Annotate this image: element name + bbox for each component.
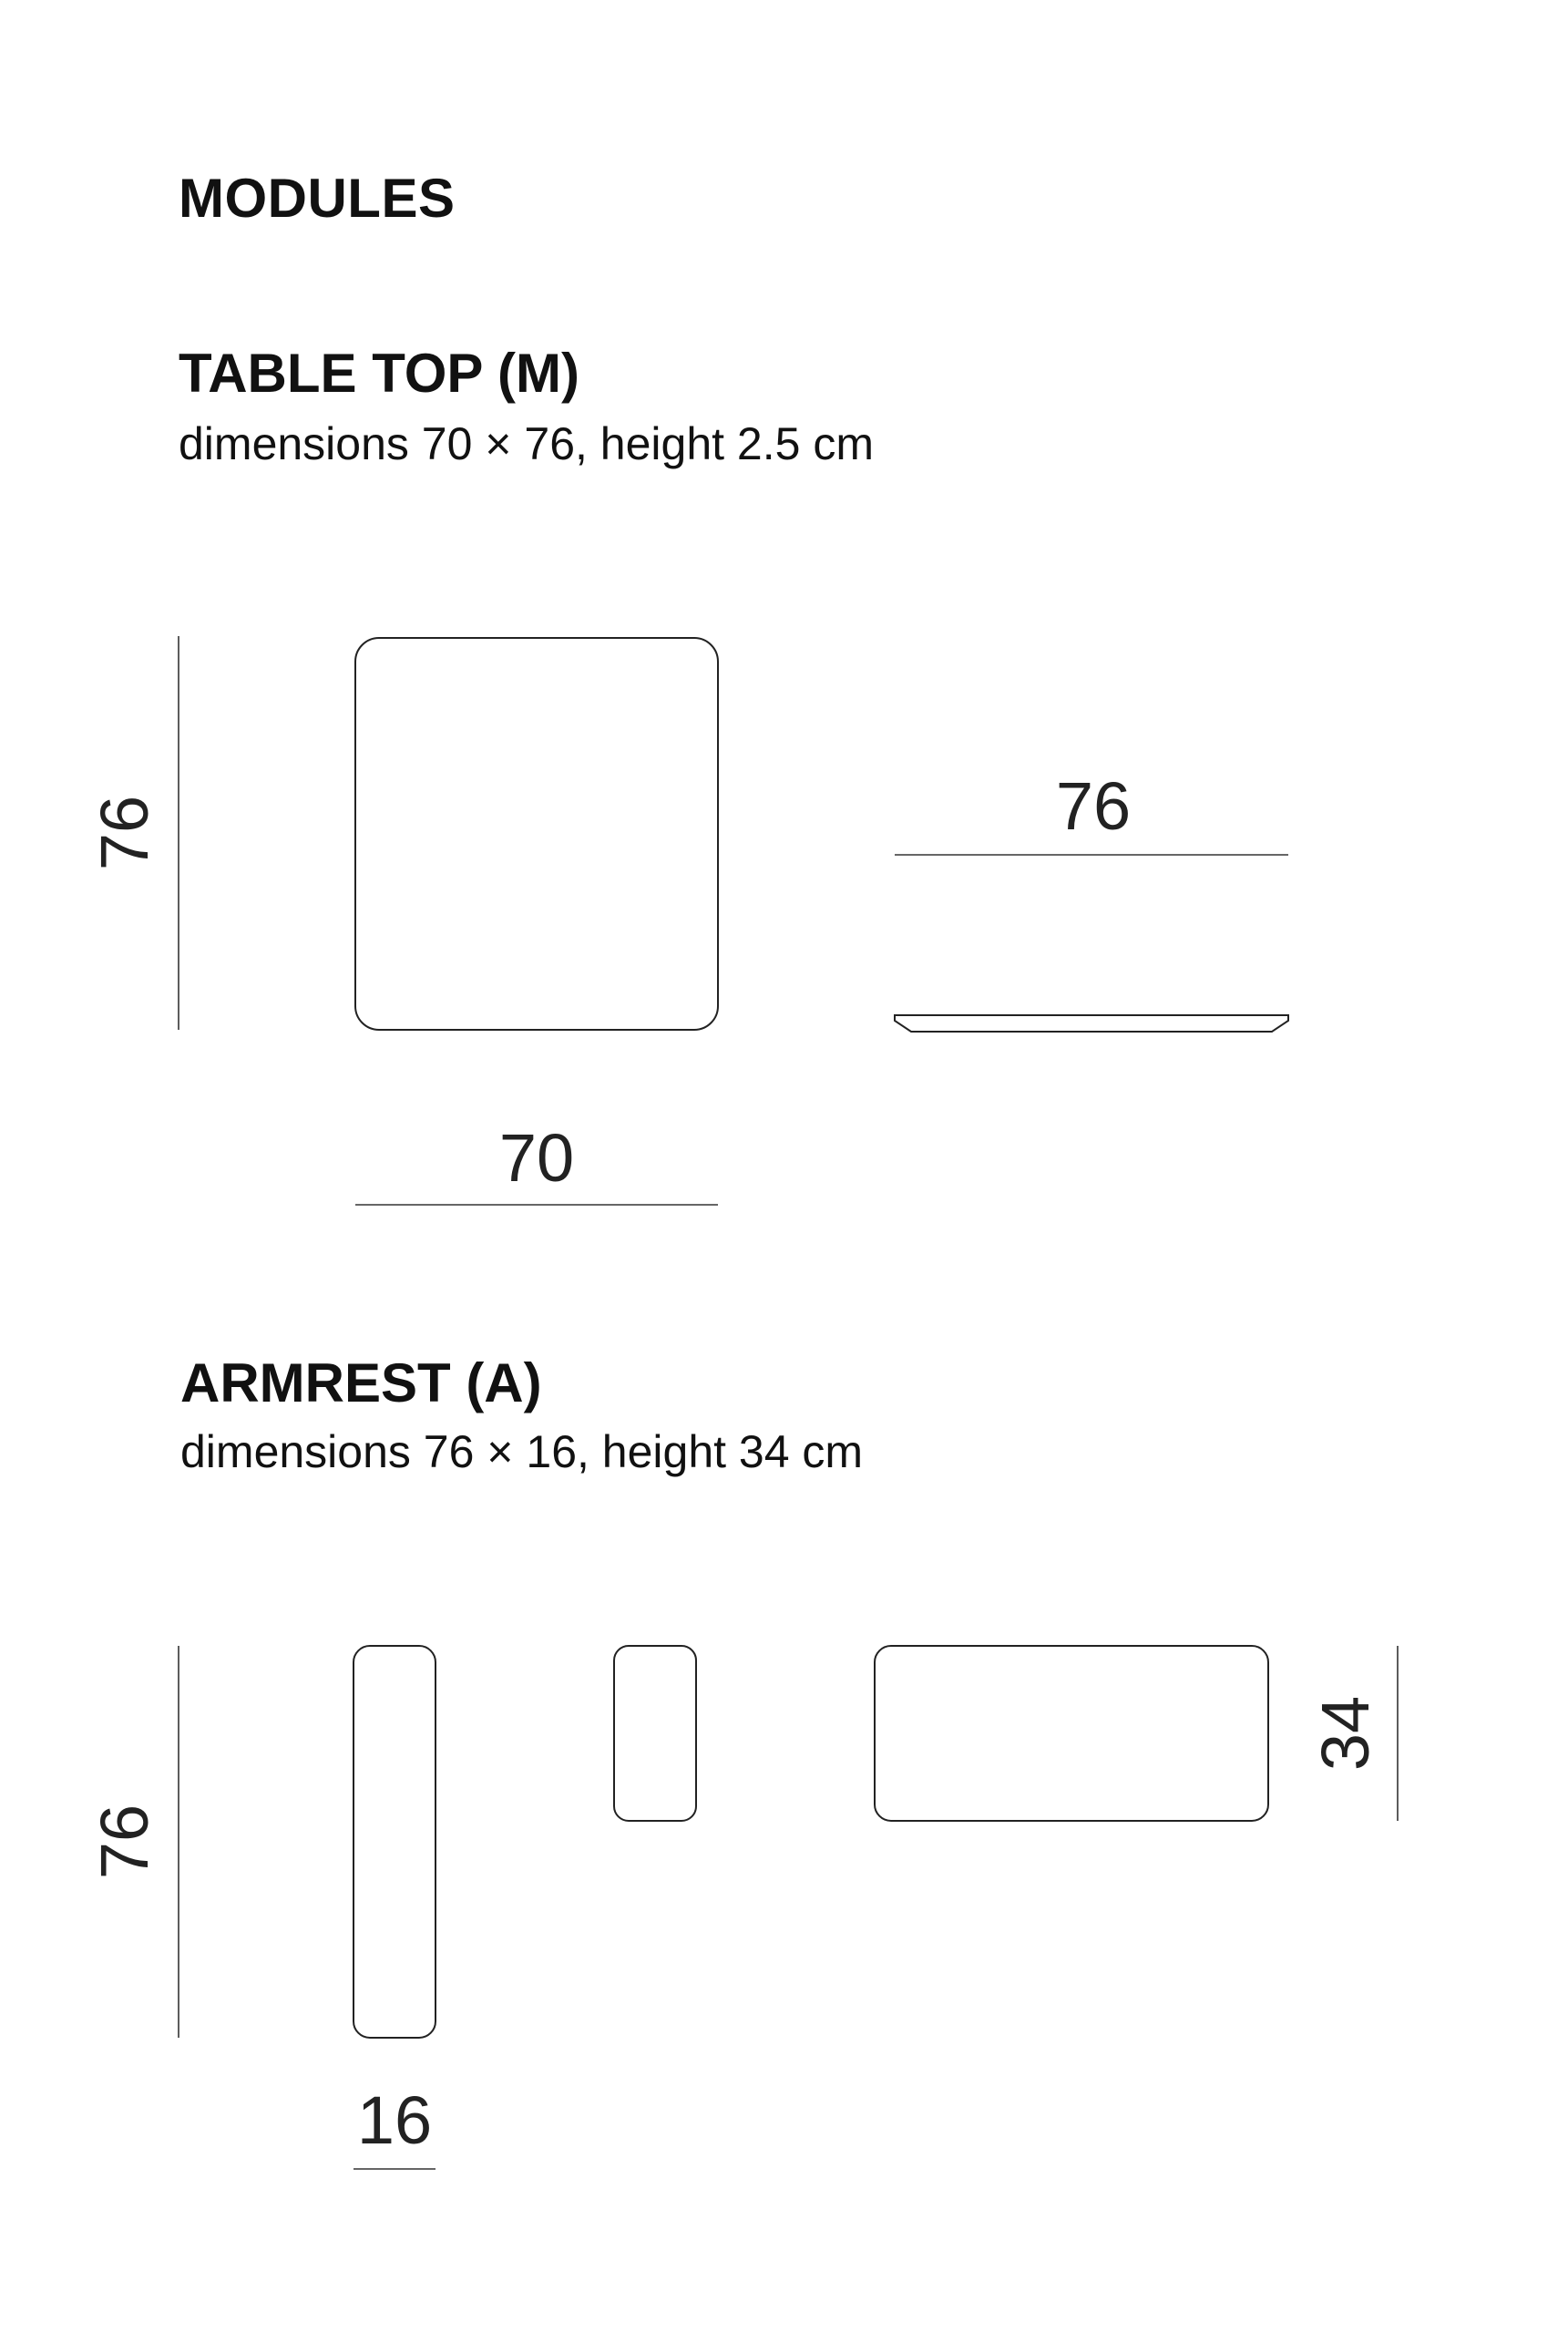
table-top-side-view [895,1015,1288,1032]
armrest-end-view [614,1646,696,1821]
armrest-side-view [875,1646,1268,1821]
table-top-drawing [87,636,1288,1205]
armrest-height-label: 34 [1307,1695,1383,1772]
armrest-plan-view [354,1646,436,2038]
table-top-depth-label: 76 [87,795,162,871]
page-title: MODULES [179,168,456,229]
table-top-side-length-label: 76 [1055,768,1132,844]
armrest-dimensions: dimensions 76 × 16, height 34 cm [180,1426,864,1477]
table-top-width-label: 70 [498,1120,575,1196]
table-top-plan-view [355,638,718,1030]
armrest-drawing [87,1646,1398,2169]
armrest-width-label: 16 [356,2082,433,2158]
armrest-length-label: 76 [87,1804,162,1880]
table-top-title: TABLE TOP (M) [179,343,579,404]
table-top-dimensions: dimensions 70 × 76, height 2.5 cm [179,418,874,469]
armrest-title: ARMREST (A) [180,1352,542,1413]
